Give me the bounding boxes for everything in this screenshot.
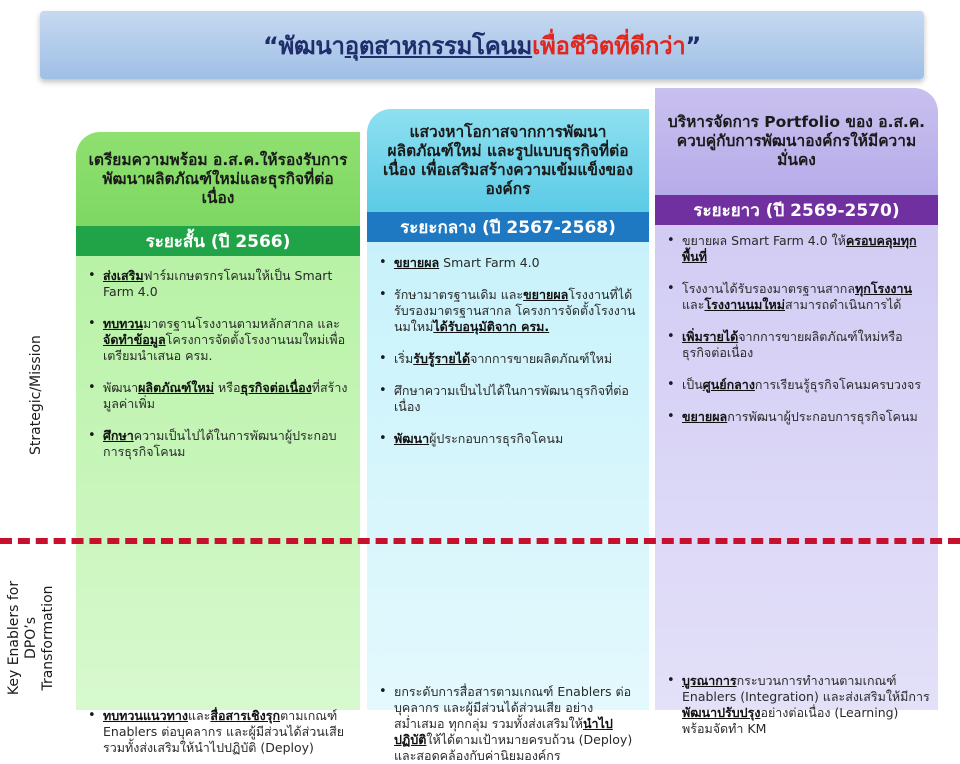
bullet-item bbox=[367, 431, 649, 447]
column-long-term bbox=[655, 88, 938, 736]
item-text: รักษามาตรฐานเดิม และ bbox=[394, 287, 524, 302]
column-heading: เตรียมความพร้อม อ.ส.ค.ให้รองรับการพัฒนาผลิตภัณฑ์ใหม่และธุรกิจที่ต่อเนื่อง bbox=[76, 132, 360, 226]
bullet-item bbox=[655, 673, 938, 737]
highlight-text: เพิ่มรายได้ bbox=[682, 329, 739, 344]
column-body bbox=[76, 256, 360, 755]
highlight-text: ทุกโรงงาน bbox=[855, 281, 913, 296]
column-heading: บริหารจัดการ Portfolio ของ อ.ส.ค. ควบคู่กับการพัฒนาองค์กรให้มีความมั่นคง bbox=[655, 88, 938, 195]
item-text: โครงการจัดตั้งโรงงานนมใหม่เพื่อเตรียมนำเสนอ ครม. bbox=[103, 332, 346, 363]
highlight-text: ธุรกิจต่อเนื่อง bbox=[240, 380, 312, 395]
highlight-text: ครอบคลุมทุกพื้นที่ bbox=[682, 233, 917, 264]
item-text: ที่สร้างมูลค่าเพิ่ม bbox=[103, 380, 348, 411]
bullet-item bbox=[655, 233, 938, 265]
column-mid-term bbox=[367, 109, 649, 763]
bullet-item bbox=[655, 377, 938, 393]
item-text: การเรียนรู้ธุรกิจโคนมครบวงจร bbox=[754, 377, 922, 392]
bullet-item bbox=[76, 708, 360, 756]
highlight-text: พัฒนาปรับปรุง bbox=[682, 705, 761, 720]
highlight-text: ศึกษา bbox=[103, 428, 134, 443]
title-banner bbox=[40, 11, 924, 79]
highlight-text: ทบทวนแนวทาง bbox=[103, 708, 188, 723]
section-divider bbox=[0, 538, 960, 544]
period-band: ระยะสั้น (ปี 2566) bbox=[76, 226, 360, 256]
bullet-item bbox=[655, 281, 938, 313]
highlight-text: ได้รับอนุมัติจาก ครม. bbox=[433, 319, 550, 334]
enabler-list bbox=[76, 708, 360, 756]
highlight-text: พัฒนา bbox=[394, 431, 430, 446]
bullet-item bbox=[76, 268, 360, 300]
highlight-text: สื่อสารเชิงรุก bbox=[210, 708, 281, 723]
item-text: ความเป็นไปได้ในการพัฒนาผู้ประกอบการธุรกิจโคนม bbox=[103, 428, 337, 459]
highlight-text: ผลิตภัณฑ์ใหม่ bbox=[138, 380, 215, 395]
item-text: โรงงานได้รับรองมาตรฐานสากล bbox=[682, 281, 856, 296]
bullet-item bbox=[367, 255, 649, 271]
item-text: อย่างต่อเนื่อง (Learning) พร้อมจัดทำ KM bbox=[682, 705, 899, 736]
item-text: ผู้ประกอบการธุรกิจโคนม bbox=[429, 431, 564, 446]
period-band: ระยะกลาง (ปี 2567-2568) bbox=[367, 212, 649, 242]
highlight-text: โรงงานนมใหม่ bbox=[704, 297, 786, 312]
highlight-text: ทบทวน bbox=[103, 316, 143, 331]
item-text: เริ่ม bbox=[394, 351, 414, 366]
enabler-list bbox=[655, 673, 938, 737]
item-text: ยกระดับการสื่อสารตามเกณฑ์ Enablers ต่อบุคลากร และผู้มีส่วนได้ส่วนเสีย อย่างสม่ำเสมอ ทุกกลุ่ม รวมทั้งส่งเสริมให้ bbox=[394, 684, 632, 731]
highlight-text: ขยายผล bbox=[523, 287, 569, 302]
item-text: พัฒนา bbox=[103, 380, 139, 395]
item-text: ศึกษาความเป็นไปได้ในการพัฒนาธุรกิจที่ต่อเนื่อง bbox=[394, 383, 629, 414]
bullet-item bbox=[76, 380, 360, 412]
column-body bbox=[367, 242, 649, 763]
item-text: เป็น bbox=[682, 377, 703, 392]
item-text: มาตรฐานโรงงานตามหลักสากล และ bbox=[142, 316, 340, 331]
item-text: สามารถดำเนินการได้ bbox=[785, 297, 902, 312]
highlight-text: ส่งเสริม bbox=[103, 268, 144, 283]
item-text: และ bbox=[187, 708, 211, 723]
item-text: กระบวนการทำงานตามเกณฑ์ Enablers (Integration) และส่งเสริมให้มีการ bbox=[682, 673, 930, 704]
item-text: ให้ได้ตามเป้าหมายครบถ้วน (Deploy) และสอดคล้องกับค่านิยมองค์กร bbox=[394, 732, 633, 763]
side-label-strategic: Strategic/Mission bbox=[28, 335, 44, 455]
item-text: โรงงานที่ได้รับรองมาตรฐานสากล โครงการจัดตั้งโรงงานนมใหม่ bbox=[394, 287, 636, 334]
item-text: ตามเกณฑ์ Enablers ต่อบุคลากร และผู้มีส่วนได้ส่วนเสีย รวมทั้งส่งเสริมให้นำไปปฏิบัติ (Deploy) bbox=[103, 708, 345, 755]
bullet-item bbox=[367, 383, 649, 415]
strategic-list bbox=[367, 255, 649, 447]
highlight-text: นำไปปฏิบัติ bbox=[394, 716, 613, 747]
side-label-enablers: Key Enablers for DPO’s Transformation bbox=[6, 580, 56, 696]
bullet-item bbox=[76, 316, 360, 364]
highlight-text: ขยายผล bbox=[394, 255, 440, 270]
bullet-item bbox=[367, 351, 649, 367]
highlight-text: ศูนย์กลาง bbox=[702, 377, 755, 392]
period-band: ระยะยาว (ปี 2569-2570) bbox=[655, 195, 938, 225]
item-text: จากการขายผลิตภัณฑ์ใหม่หรือธุรกิจต่อเนื่อง bbox=[682, 329, 903, 360]
bullet-item bbox=[367, 684, 649, 764]
item-text: การพัฒนาผู้ประกอบการธุรกิจโคนม bbox=[727, 409, 918, 424]
highlight-text: จัดทำข้อมูล bbox=[103, 332, 166, 347]
slide-title: “พัฒนาอุตสาหกรรมโคนมเพื่อชีวิตที่ดีกว่า” bbox=[263, 31, 701, 60]
item-text: จากการขายผลิตภัณฑ์ใหม่ bbox=[470, 351, 613, 366]
column-body bbox=[655, 225, 938, 736]
item-text: ขยายผล Smart Farm 4.0 ให้ bbox=[682, 233, 846, 248]
column-heading: แสวงหาโอกาสจากการพัฒนาผลิตภัณฑ์ใหม่ และรูปแบบธุรกิจที่ต่อเนื่อง เพื่อเสริมสร้างความเข้มแข็งขององค์กร bbox=[367, 109, 649, 212]
highlight-text: ขยายผล bbox=[682, 409, 728, 424]
enabler-list bbox=[367, 684, 649, 764]
bullet-item bbox=[655, 329, 938, 361]
item-text: ฟาร์มเกษตรกรโคนมให้เป็น Smart Farm 4.0 bbox=[103, 268, 333, 299]
highlight-text: บูรณาการ bbox=[682, 673, 737, 688]
strategic-list bbox=[76, 268, 360, 460]
bullet-item bbox=[76, 428, 360, 460]
bullet-item bbox=[655, 409, 938, 425]
highlight-text: รับรู้รายได้ bbox=[413, 351, 471, 366]
bullet-item bbox=[367, 287, 649, 335]
item-text: หรือ bbox=[214, 380, 241, 395]
item-text: Smart Farm 4.0 bbox=[439, 255, 540, 270]
column-short-term bbox=[76, 132, 360, 755]
item-text: และ bbox=[682, 297, 705, 312]
strategic-list bbox=[655, 233, 938, 425]
